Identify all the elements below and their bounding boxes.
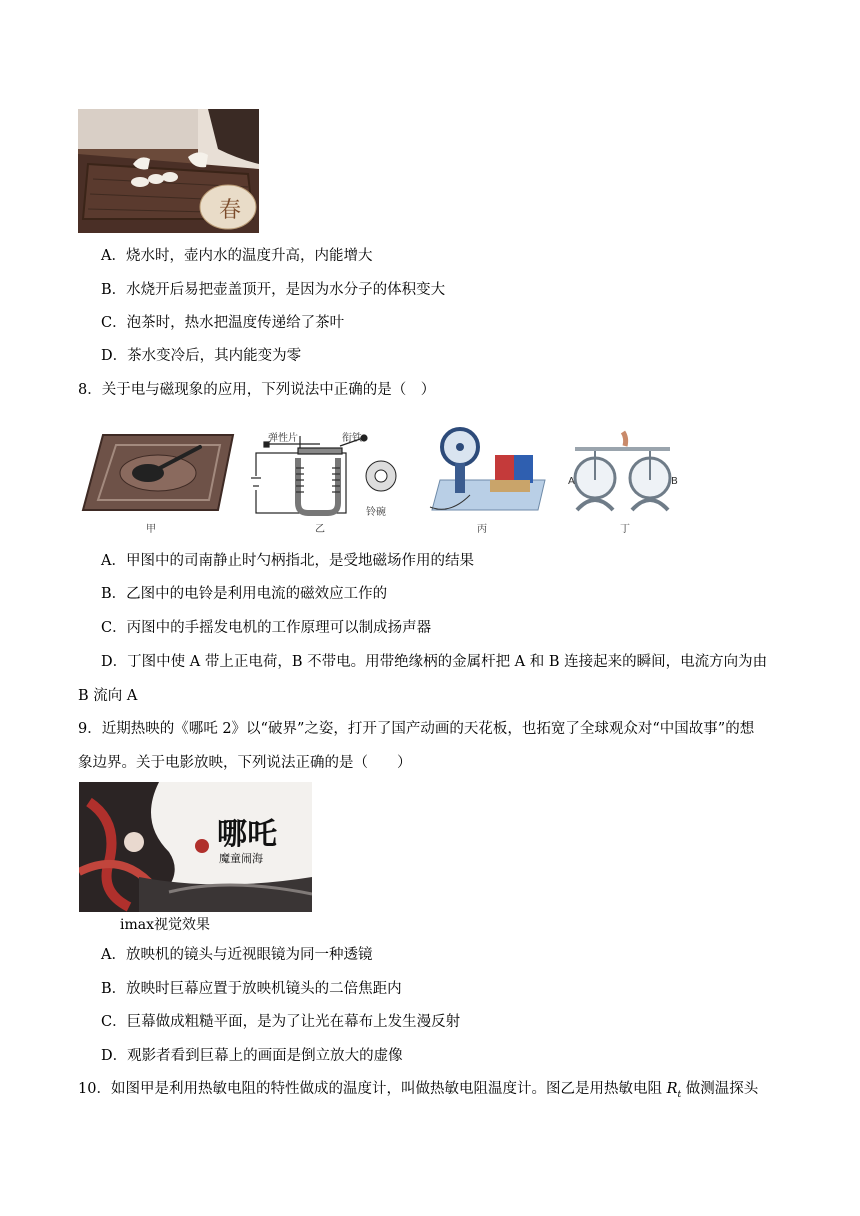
q8-option-d: D．丁图中使 A 带上正电荷，B 不带电。用带绝缘柄的金属杆把 A 和 B 连接起来的瞬间，电流方向为由 [101, 654, 768, 670]
q8-bell-label-armature: 衔铁 [342, 433, 362, 444]
poster-subtitle: 魔童闹海 [219, 852, 263, 865]
q8-label-jia: 甲 [146, 524, 156, 535]
sinan-compass-drawing [78, 425, 238, 535]
q8-label-ding: 丁 [620, 524, 630, 535]
q7-option-c: C．泡茶时，热水把温度传递给了茶叶 [101, 315, 345, 331]
tea-photo [78, 109, 259, 233]
q8-electroscope-label-a: A [568, 476, 575, 487]
q7-option-d: D．茶水变冷后，其内能变为零 [101, 348, 302, 364]
q9-option-a: A．放映机的镜头与近视眼镜为同一种透镜 [101, 947, 373, 963]
q8-option-a: A．甲图中的司南静止时勺柄指北，是受地磁场作用的结果 [101, 553, 474, 569]
q9-poster-caption: imax视觉效果 [120, 917, 210, 933]
q8-option-d-continued: B 流向 A [78, 688, 138, 704]
q10-resistor-subscript: t [677, 1089, 682, 1100]
q8-stem: 8．关于电与磁现象的应用，下列说法中正确的是（ ） [78, 382, 436, 398]
q10-stem [78, 1082, 758, 1100]
tea-photo-drawing [78, 109, 259, 233]
q7-option-a: A．烧水时，壶内水的温度升高，内能增大 [101, 248, 373, 264]
movie-poster-drawing [79, 782, 312, 912]
q7-option-b: B．水烧开后易把壶盖顶开，是因为水分子的体积变大 [101, 282, 446, 298]
q9-stem-line2: 象边界。关于电影放映，下列说法正确的是（ ） [78, 755, 412, 771]
q8-figure-jia-sinan [78, 425, 238, 535]
q9-option-c: C．巨幕做成粗糙平面，是为了让光在幕布上发生漫反射 [101, 1014, 461, 1030]
q8-option-b: B．乙图中的电铃是利用电流的磁效应工作的 [101, 586, 388, 602]
q8-bell-label-spring: 弹性片 [268, 433, 298, 444]
q8-electroscope-label-b: B [671, 476, 678, 487]
poster-title: 哪吒 [217, 817, 277, 852]
q9-option-b: B．放映时巨幕应置于放映机镜头的二倍焦距内 [101, 981, 402, 997]
q8-bell-label-bowl: 铃碗 [366, 507, 386, 518]
q8-figure-bing-generator [420, 425, 550, 520]
q10-resistor-symbol: R [666, 1081, 678, 1097]
q9-stem-line1: 9．近期热映的《哪吒 2》以“破界”之姿，打开了国产动画的天花板，也拓宽了全球观众对“中国故事”的想 [78, 721, 755, 737]
tea-cake-glyph: 春 [219, 198, 242, 223]
q8-option-c: C．丙图中的手摇发电机的工作原理可以制成扬声器 [101, 620, 432, 636]
q9-option-d: D．观影者看到巨幕上的画面是倒立放大的虚像 [101, 1048, 403, 1064]
q8-label-bing: 丙 [477, 524, 487, 535]
q8-label-yi: 乙 [315, 524, 325, 535]
q10-stem-text: 10．如图甲是利用热敏电阻的特性做成的温度计，叫做热敏电阻温度计。图乙是用热敏电阻 [78, 1081, 662, 1097]
q9-movie-poster [79, 782, 312, 912]
electroscopes-drawing [565, 430, 685, 520]
q8-figure-ding-electroscopes [565, 430, 685, 520]
q10-stem-tail: 做测温探头 [685, 1081, 759, 1097]
hand-generator-drawing [420, 425, 550, 520]
